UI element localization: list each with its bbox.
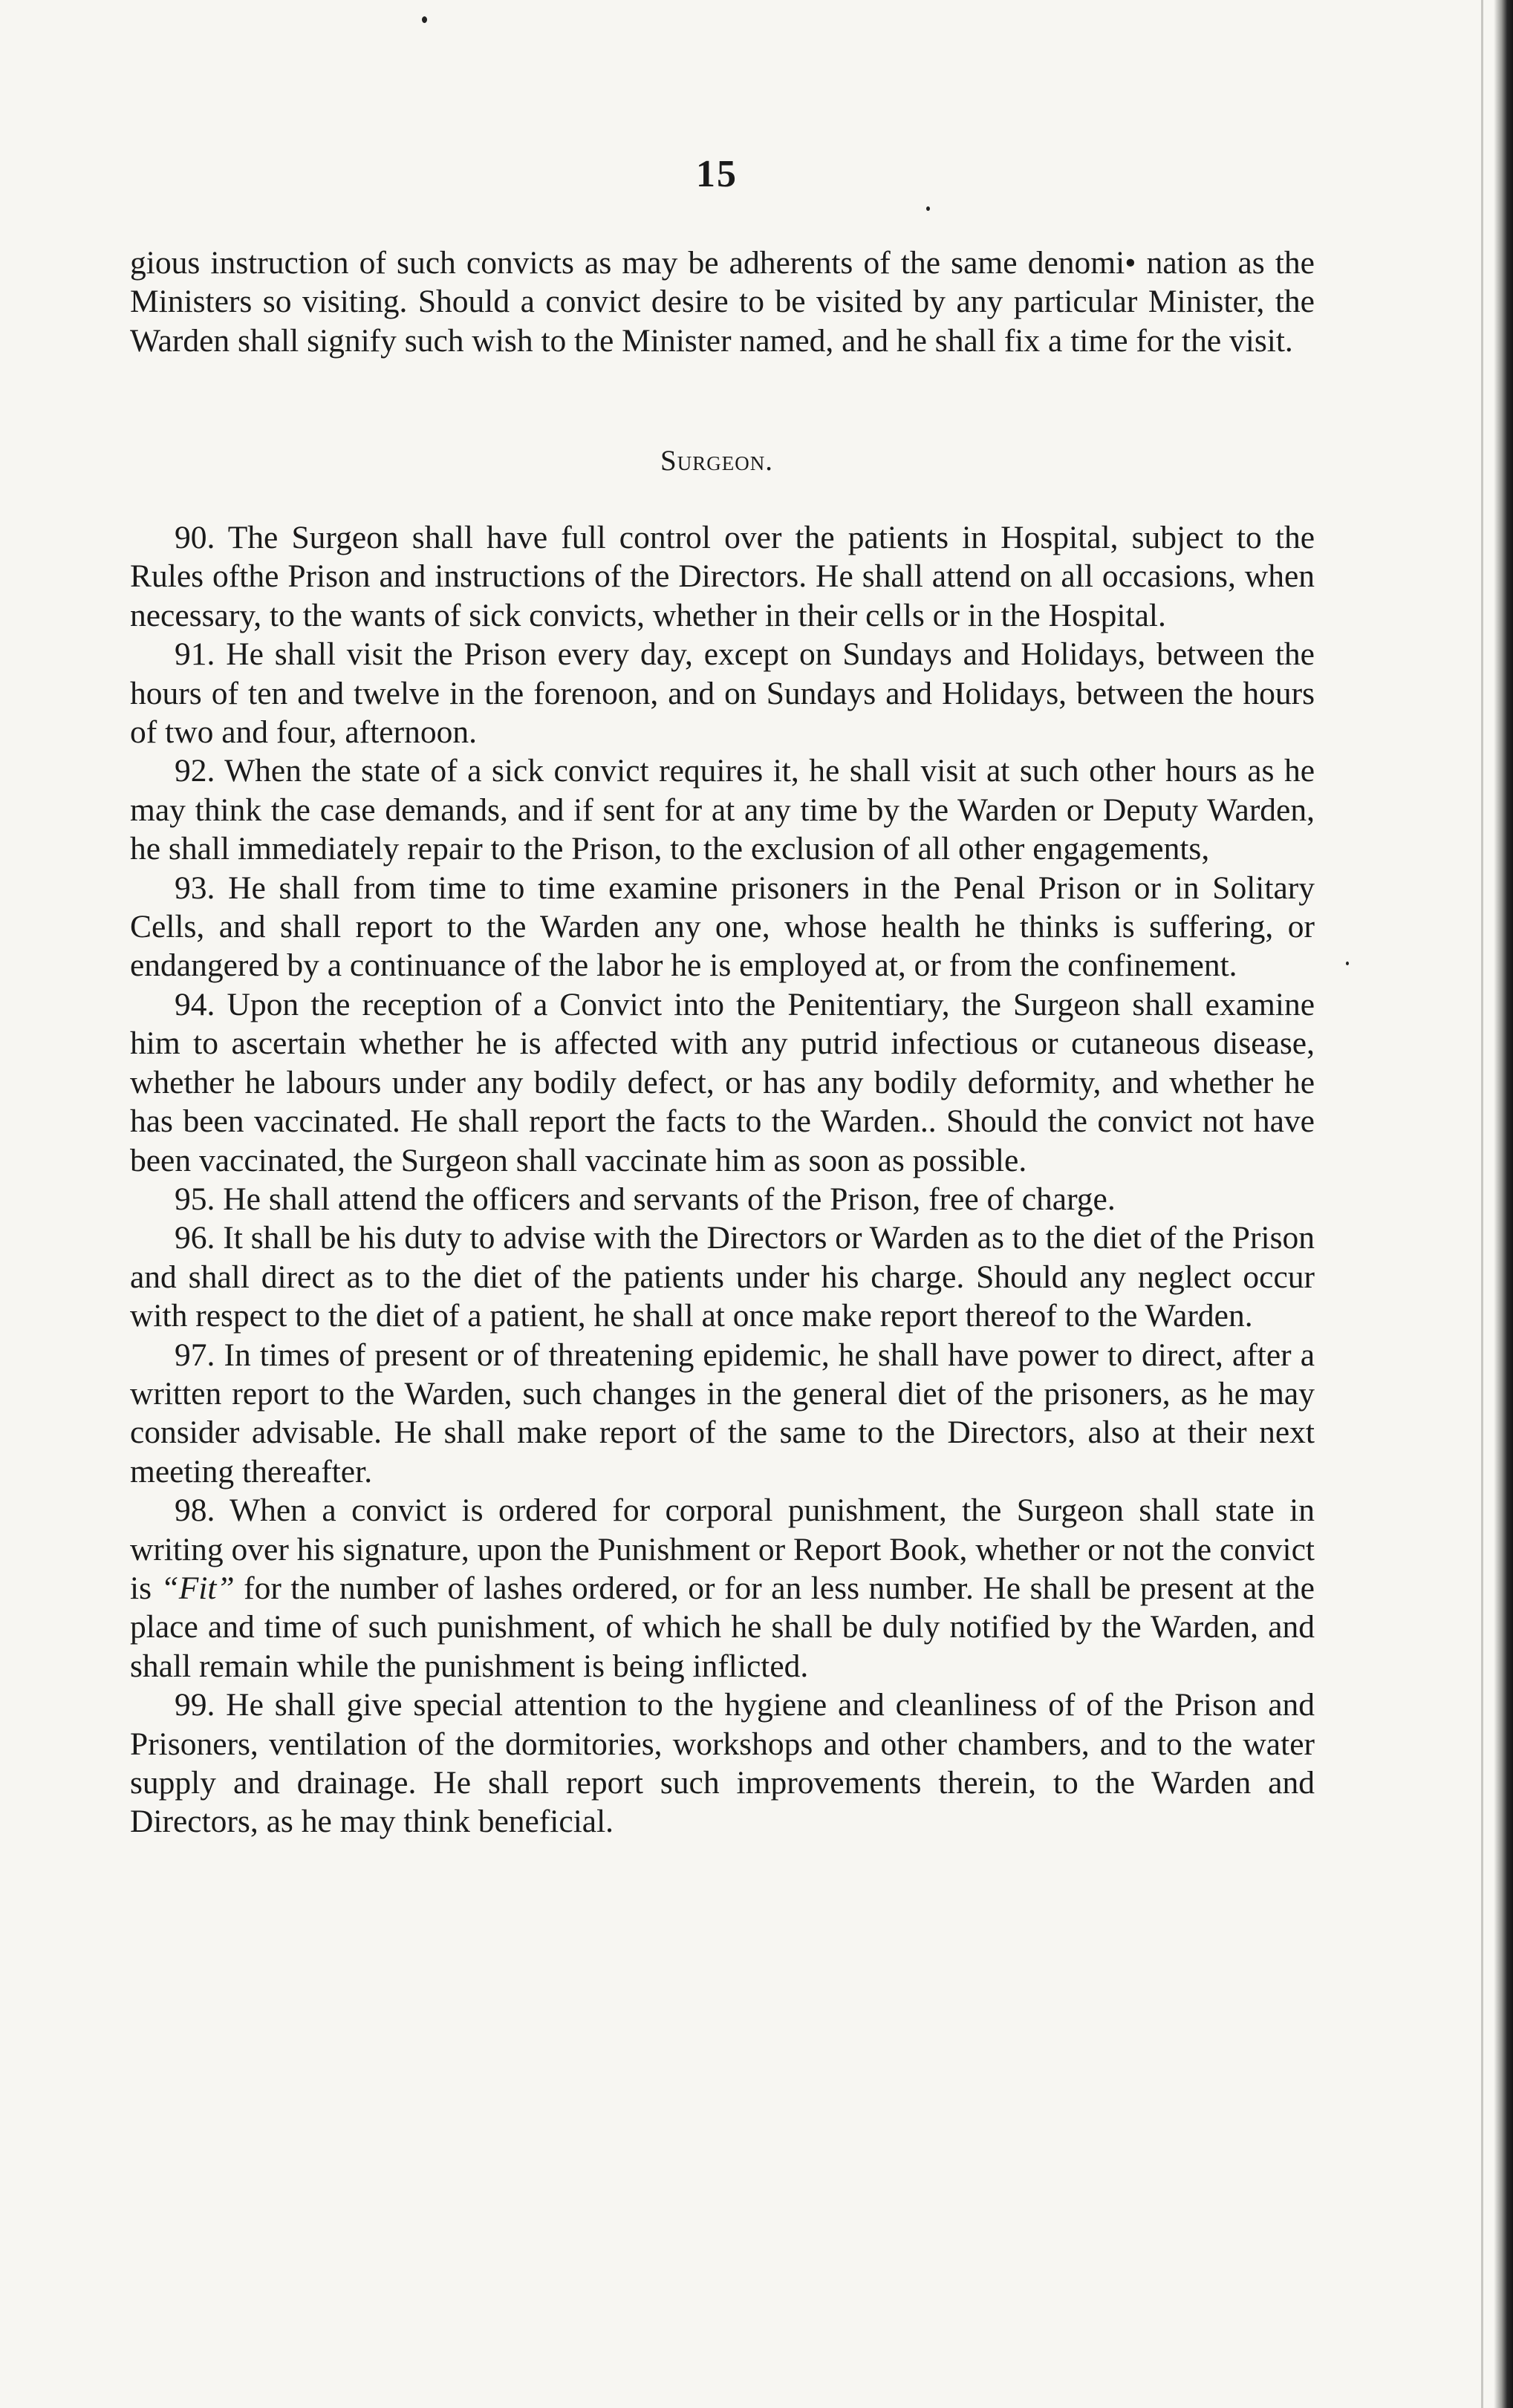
rule-96: [130, 1218, 1315, 1335]
rule-97: [130, 1336, 1315, 1492]
rule-92: [130, 751, 1315, 868]
rule-text: When the state of a sick convict requires it, he shall visit at such other hours as he may think the case demands, and if sent for at any time by the Warden or Deputy Warden, he shall immediately repair to the Prison, to the exclusion of all other engagements,: [130, 753, 1315, 867]
rule-98: [130, 1491, 1315, 1686]
ink-speck: [1346, 962, 1349, 965]
rule-text: When a convict is ordered for corporal punishment, the Surgeon shall state in writing over his signature, upon the Punishment or Report Book, whether or not the convict is: [130, 1492, 1315, 1606]
rule-text: He shall give special attention to the hygiene and cleanliness of of the Prison and Prisoners, ventilation of the dormitories, workshops and other chambers, and to the water supply and drainage. He shall report such improvements therein, to the Warden and Directors, as he may think beneficial.: [130, 1687, 1315, 1840]
rules-list: [130, 518, 1315, 1841]
rule-95: [130, 1180, 1315, 1218]
rule-text: In times of present or of threatening epidemic, he shall have power to direct, after a written report to the Warden, such changes in the general diet of the prisoners, as he may consider advisable. He shall make report of the same to the Directors, also at their next meeting thereafter.: [130, 1337, 1315, 1489]
rule-text: for the number of lashes ordered, or for an less number. He shall be present at the place and time of such punishment, of which he shall be duly notified by the Warden, and shall remain while the punishment is being inflicted.: [130, 1570, 1315, 1684]
rule-90: [130, 518, 1315, 635]
rule-text: He shall from time to time examine prisoners in the Penal Prison or in Solitary Cells, and shall report to the Warden any one, whose health he thinks is suffering, or endangered by a continuance of the labor he is employed at, or from the confinement.: [130, 869, 1315, 984]
rule-text: He shall visit the Prison every day, except on Sundays and Holidays, between the hours of ten and twelve in the forenoon, and on Sundays and Holidays, between the hours of two and four, afternoon.: [130, 636, 1315, 751]
continuation-text: gious instruction of such convicts as may be adherents of the same denomi• nation as the Ministers so visiting. Should a convict desire to be visited by any particular Minister, the Warden shall signify such wish to the Minister named, and he shall fix a time for the visit.: [130, 245, 1315, 359]
rule-93: [130, 869, 1315, 985]
rule-91: [130, 635, 1315, 751]
rule-text: It shall be his duty to advise with the Directors or Warden as to the diet of the Prison and shall direct as to the diet of the patients under his charge. Should any neglect occur with respect to the diet of a patient, he shall at once make report thereof to the Warden.: [130, 1220, 1315, 1334]
rule-number: 97.: [175, 1337, 215, 1373]
rule-emphasis: “Fit”: [160, 1570, 235, 1606]
binding-shadow: [1494, 0, 1513, 2408]
rule-number: 94.: [175, 986, 215, 1022]
rule-number: 96.: [175, 1220, 215, 1256]
rule-number: 99.: [175, 1687, 215, 1723]
ink-speck: [926, 206, 930, 211]
rule-number: 91.: [175, 636, 215, 673]
ink-speck: [422, 16, 427, 23]
rule-number: 93.: [175, 869, 215, 906]
page-number: 15: [696, 153, 738, 195]
rule-number: 98.: [175, 1492, 215, 1529]
rule-94: [130, 985, 1315, 1180]
rule-99: [130, 1686, 1315, 1841]
section-heading: Surgeon.: [660, 445, 773, 477]
rule-text: He shall attend the officers and servants of the Prison, free of charge.: [223, 1181, 1116, 1217]
rule-number: 92.: [175, 753, 215, 789]
rule-number: 90.: [175, 520, 215, 555]
rule-text: The Surgeon shall have full control over the patients in Hospital, subject to the Rules ofthe Prison and instructions of the Directors. He shall attend on all occasions, when necessary, to the wants of sick convicts, whether in their cells or in the Hospital.: [130, 520, 1315, 633]
page-edge-line: [1481, 0, 1483, 2408]
rule-text: Upon the reception of a Convict into the Penitentiary, the Surgeon shall examine him to ascertain whether he is affected with any putrid infectious or cutaneous disease, whether he labours under any bodily defect, or has any bodily deformity, and whether he has been vaccinated. He shall report the facts to the Warden.. Should the convict not have been vaccinated, the Surgeon shall vaccinate him as soon as possible.: [130, 986, 1315, 1178]
rule-number: 95.: [175, 1181, 215, 1217]
continuation-paragraph: [130, 244, 1315, 360]
